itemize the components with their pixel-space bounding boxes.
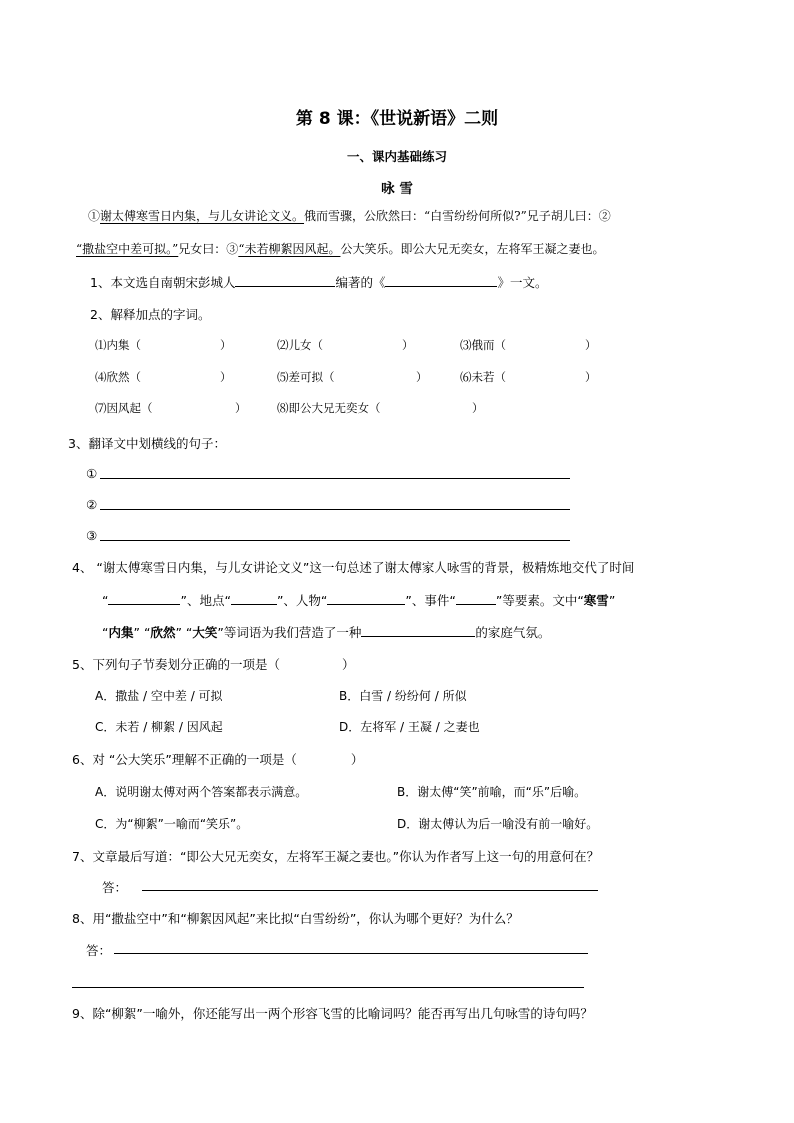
question-3-label: 3、翻译文中划横线的句子：: [68, 436, 226, 451]
answer-blank[interactable]: [231, 592, 277, 605]
passage-line-2: [76, 240, 604, 257]
q2-item-8: ⑻即公大兄无奕女（: [277, 401, 381, 415]
passage-marker: ②: [598, 209, 611, 223]
q2-item-3: ⑶俄而（: [460, 338, 506, 352]
q2-item-7: ⑺因风起（: [95, 401, 153, 415]
q5-option-a[interactable]: A．撒盐 / 空中差 / 可拟: [95, 689, 223, 703]
answer-line[interactable]: [114, 953, 588, 954]
answer-line[interactable]: [100, 509, 570, 510]
answer-label: 答：: [102, 880, 128, 895]
question-1: [90, 273, 548, 291]
q2-item-4: ⑷欣然（: [95, 370, 141, 384]
answer-blank[interactable]: [235, 274, 335, 287]
q6-option-b[interactable]: B．谢太傅“笑”前喻，而“乐”后喻。: [397, 785, 587, 799]
answer-blank[interactable]: [456, 592, 496, 605]
poem-title: 咏 雪: [381, 181, 413, 197]
passage-line-1: [88, 207, 611, 224]
question-6-label: 6、对 “公大笑乐”理解不正确的一项是（ ）: [72, 752, 364, 767]
section-heading: 一、课内基础练习: [346, 149, 447, 164]
q6-option-d[interactable]: D．谢太傅认为后一喻没有前一喻好。: [397, 817, 599, 831]
passage-text: 公大笑乐。即公大兄无奕女，左将军王凝之妻也。: [340, 242, 605, 256]
q6-option-c[interactable]: C．为“柳絮”一喻而“笑乐”。: [95, 817, 249, 831]
passage-underlined-sentence: 谢太傅寒雪日内集，与儿女讲论文义。: [100, 209, 305, 223]
keyword: 寒雪: [583, 593, 609, 608]
q5-option-c[interactable]: C．未若 / 柳絮 / 因风起: [95, 720, 223, 734]
q6-option-a[interactable]: A．说明谢太傅对两个答案都表示满意。: [95, 785, 308, 799]
question-8-label: 8、用“撒盐空中”和“柳絮因风起”来比拟“白雪纷纷”，你认为哪个更好？为什么？: [72, 911, 519, 926]
q2-close: ）: [416, 370, 428, 384]
q2-close: ）: [220, 338, 232, 352]
answer-line[interactable]: [100, 478, 570, 479]
question-9-label: 9、除“柳絮”一喻外，你还能写出一两个形容飞雪的比喻词吗？能否再写出几句咏雪的诗句吗？: [72, 1006, 593, 1021]
q2-close: ）: [472, 401, 484, 415]
answer-line[interactable]: [72, 987, 584, 988]
question-text: 》一文。: [497, 275, 548, 290]
answer-blank[interactable]: [327, 592, 405, 605]
answer-line[interactable]: [142, 890, 598, 891]
question-2-label: 2、解释加点的字词。: [90, 307, 211, 322]
q2-item-1: ⑴内集（: [95, 338, 141, 352]
q2-close: ）: [235, 401, 247, 415]
question-text: 1、本文选自南朝宋彭城人: [90, 275, 236, 290]
passage-marker: ③: [226, 242, 239, 256]
passage-underlined-sentence: “撒盐空中差可拟。”: [76, 242, 179, 256]
passage-text: 兄女曰：: [178, 242, 227, 256]
question-4-line-2: “ ”、地点“ ”、人物“ ”、事件“ ”等要素。文中“寒雪”: [102, 593, 616, 608]
question-5-label: 5、下列句子节奏划分正确的一项是（ ）: [72, 657, 355, 672]
answer-line[interactable]: [100, 540, 570, 541]
q2-item-5: ⑸差可拟（: [277, 370, 335, 384]
passage-marker: ①: [88, 209, 101, 223]
q2-item-6: ⑹未若（: [460, 370, 506, 384]
q5-option-d[interactable]: D．左将军 / 王凝 / 之妻也: [339, 720, 480, 734]
q3-marker: ①: [86, 466, 98, 481]
page-title: 第 8 课：《世说新语》二则: [295, 109, 499, 129]
q3-marker: ②: [86, 497, 98, 512]
answer-blank[interactable]: [361, 624, 475, 637]
answer-label: 答：: [86, 943, 112, 958]
q2-close: ）: [402, 338, 414, 352]
q2-item-2: ⑵儿女（: [277, 338, 323, 352]
q3-marker: ③: [86, 528, 98, 543]
passage-text: 俄而雪骤，公欣然曰：“白雪纷纷何所似?”兄子胡儿曰：: [304, 209, 599, 223]
q2-close: ）: [585, 338, 597, 352]
q2-close: ）: [220, 370, 232, 384]
keyword: 大笑: [192, 625, 218, 640]
question-7-label: 7、文章最后写道：“即公大兄无奕女，左将军王凝之妻也。”你认为作者写上这一句的用意何在？: [72, 849, 600, 864]
question-4-line-3: “内集” “欣然” “大笑”等词语为我们营造了一种 的家庭气氛。: [102, 625, 551, 640]
question-text: 编著的《: [335, 275, 386, 290]
answer-blank[interactable]: [108, 592, 180, 605]
question-4-line-1: 4、 “谢太傅寒雪日内集，与儿女讲论文义”这一句总述了谢太傅家人咏雪的背景，极精炼地交代了时间: [72, 560, 635, 575]
answer-blank[interactable]: [385, 274, 497, 287]
keyword: 内集: [108, 625, 134, 640]
q5-option-b[interactable]: B．白雪 / 纷纷何 / 所似: [339, 689, 467, 703]
keyword: 欣然: [150, 625, 176, 640]
q2-close: ）: [585, 370, 597, 384]
passage-underlined-sentence: “未若柳絮因风起。: [238, 242, 341, 256]
